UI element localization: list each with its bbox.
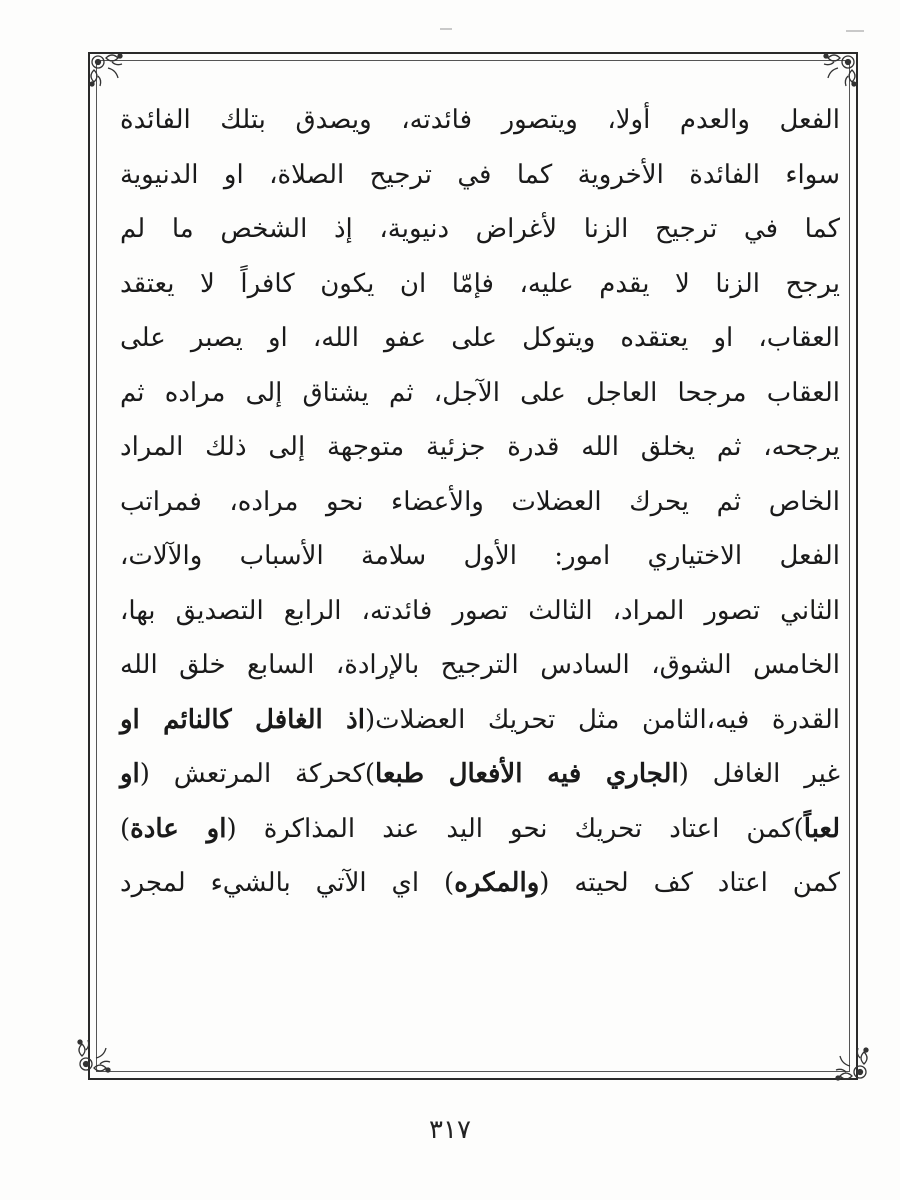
bold-matn-segment: الجاري فيه الأفعال طبعا xyxy=(375,759,679,789)
text-segment: )كحركة المرتعش ( xyxy=(139,759,376,789)
text-line: يرجح الزنا لا يقدم عليه، فإمّا ان يكون كافراً لا يعتقد xyxy=(120,268,840,299)
text-segment: كمن اعتاد كف لحيته ( xyxy=(539,868,840,898)
page-number: ٣١٧ xyxy=(429,1115,471,1145)
bold-matn-segment: او عادة xyxy=(130,813,227,844)
bold-matn-segment: اذ الغافل كالنائم او xyxy=(120,704,365,735)
text-line: كما في ترجيح الزنا لأغراض دنيوية، إذ الشخص ما لم xyxy=(120,214,840,244)
text-line: الثاني تصور المراد، الثالث تصور فائدته، الرابع التصديق بها، xyxy=(120,595,840,626)
scan-speck xyxy=(846,30,864,32)
text-line: العقاب، او يعتقده ويتوكل على عفو الله، او يصبر على xyxy=(120,323,840,353)
text-segment: ) اي الآتي بالشيء لمجرد xyxy=(120,868,455,898)
text-line xyxy=(120,747,840,802)
text-segment: ) xyxy=(120,813,131,844)
text-segment: القدرة فيه،الثامن مثل تحريك العضلات( xyxy=(364,704,840,735)
text-segment: غير الغافل ( xyxy=(678,759,841,789)
floral-corner-ornament-icon xyxy=(818,1030,874,1086)
text-line: الفعل الاختياري امور: الأول سلامة الأسباب والآلات، xyxy=(120,541,840,571)
text-line xyxy=(120,693,840,748)
floral-corner-ornament-icon xyxy=(72,1022,128,1078)
text-line xyxy=(120,856,840,911)
body-text xyxy=(120,93,840,911)
bold-matn-segment: والمكره xyxy=(454,868,540,898)
text-line: الفعل والعدم أولا، ويتصور فائدته، ويصدق بتلك الفائدة xyxy=(120,105,840,135)
text-line: يرجحه، ثم يخلق الله قدرة جزئية متوجهة إلى ذلك المراد xyxy=(120,432,840,462)
text-line: سواء الفائدة الأخروية كما في ترجيح الصلاة، او الدنيوية xyxy=(120,159,840,190)
text-line xyxy=(120,802,840,857)
bold-matn-segment: او xyxy=(120,759,140,789)
bold-matn-segment: لعباً xyxy=(803,813,840,844)
text-line: الخاص ثم يحرك العضلات والأعضاء نحو مراده، فمراتب xyxy=(120,486,840,517)
text-line: الخامس الشوق، السادس الترجيح بالإرادة، السابع خلق الله xyxy=(120,650,840,680)
text-line: العقاب مرجحا العاجل على الآجل، ثم يشتاق إلى مراده ثم xyxy=(120,377,840,408)
text-segment: )كمن اعتاد تحريك نحو اليد عند المذاكرة ( xyxy=(226,813,804,844)
scan-speck xyxy=(440,28,452,30)
